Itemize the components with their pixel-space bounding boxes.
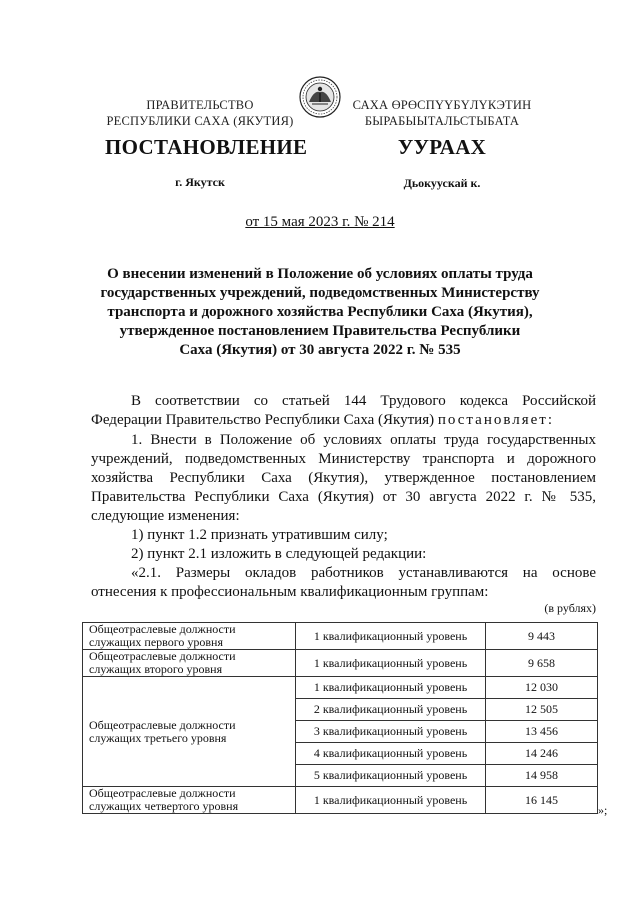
table-row (83, 787, 598, 814)
title-line-5: Саха (Якутия) от 30 августа 2022 г. № 535 (179, 342, 461, 358)
preamble-text: В соответствии со статьей 144 Трудового кодекса Российской Федерации Правительство Республики Саха (Якутия) (91, 393, 596, 428)
paragraph-item-1: 1. Внести в Положение об условиях оплаты труда государственных учреждений, подведомственных Министерству транспорта и дорожного хозяйства Республики Саха (Якутия), утвержденное постановлением Правительства Республики Саха (Якутия) от 30 августа 2022 г. № 535, следующие изменения: (91, 432, 596, 524)
level-cell: 1 квалификационный уровень (296, 650, 486, 677)
level-cell: 1 квалификационный уровень (296, 623, 486, 650)
title-line-2: государственных учреждений, подведомственных Министерству (100, 285, 540, 301)
city-sakha: Дьокуускай к. (403, 176, 481, 190)
date-number: от 15 мая 2023 г. № 214 (245, 214, 395, 230)
government-line-2: РЕСПУБЛИКИ САХА (ЯКУТИЯ) (106, 114, 294, 128)
group-cell: Общеотраслевые должности служащих первого уровня (83, 623, 296, 650)
table-row (83, 650, 598, 677)
level-cell: 1 квалификационный уровень (296, 787, 486, 814)
amount-cell: 14 246 (486, 743, 598, 765)
level-cell: 4 квалификационный уровень (296, 743, 486, 765)
paragraph-clause-2-1: «2.1. Размеры окладов работников устанавливаются на основе отнесения к профессиональным квалификационным группам: (91, 565, 596, 600)
level-cell: 1 квалификационный уровень (296, 677, 486, 699)
closing-quote: »; (598, 803, 608, 817)
level-cell: 3 квалификационный уровень (296, 721, 486, 743)
doc-type-sakha: УУРААХ (397, 135, 487, 159)
salary-table (82, 622, 598, 814)
amount-cell: 9 443 (486, 623, 598, 650)
government-name-sakha (342, 97, 542, 129)
title-line-4: утвержденное постановлением Правительства Республики (119, 323, 521, 339)
currency-note: (в рублях) (544, 601, 596, 615)
group-cell: Общеотраслевые должности служащих четвертого уровня (83, 787, 296, 814)
document-title (95, 265, 545, 360)
group-cell: Общеотраслевые должности служащих третьего уровня (83, 677, 296, 787)
doc-type-ru: ПОСТАНОВЛЕНИЕ (105, 135, 308, 159)
amount-cell: 12 030 (486, 677, 598, 699)
title-line-3: транспорта и дорожного хозяйства Республики Саха (Якутия), (107, 304, 533, 320)
title-line-1: О внесении изменений в Положение об условиях оплаты труда (107, 266, 533, 282)
paragraph-preamble (91, 392, 596, 430)
coat-of-arms-icon (299, 76, 341, 118)
government-name-ru (105, 97, 295, 129)
table-row (83, 623, 598, 650)
amount-cell: 14 958 (486, 765, 598, 787)
amount-cell: 9 658 (486, 650, 598, 677)
government-sakha-line-1: САХА ӨРӨСПҮҮБҮЛҮКЭТИН (352, 98, 532, 112)
resolves-word: постановляет: (437, 412, 554, 428)
government-line-1: ПРАВИТЕЛЬСТВО (146, 98, 254, 112)
amount-cell: 16 145 (486, 787, 598, 814)
amount-cell: 12 505 (486, 699, 598, 721)
paragraph-subitem-2: 2) пункт 2.1 изложить в следующей редакции: (131, 546, 427, 562)
level-cell: 5 квалификационный уровень (296, 765, 486, 787)
paragraph-subitem-1: 1) пункт 1.2 признать утратившим силу; (131, 527, 388, 543)
group-cell: Общеотраслевые должности служащих второго уровня (83, 650, 296, 677)
amount-cell: 13 456 (486, 721, 598, 743)
level-cell: 2 квалификационный уровень (296, 699, 486, 721)
city-ru: г. Якутск (175, 175, 225, 189)
table-row (83, 677, 598, 699)
government-sakha-line-2: БЫРАБЫЫТАЛЬСТЫБАТА (364, 114, 520, 128)
